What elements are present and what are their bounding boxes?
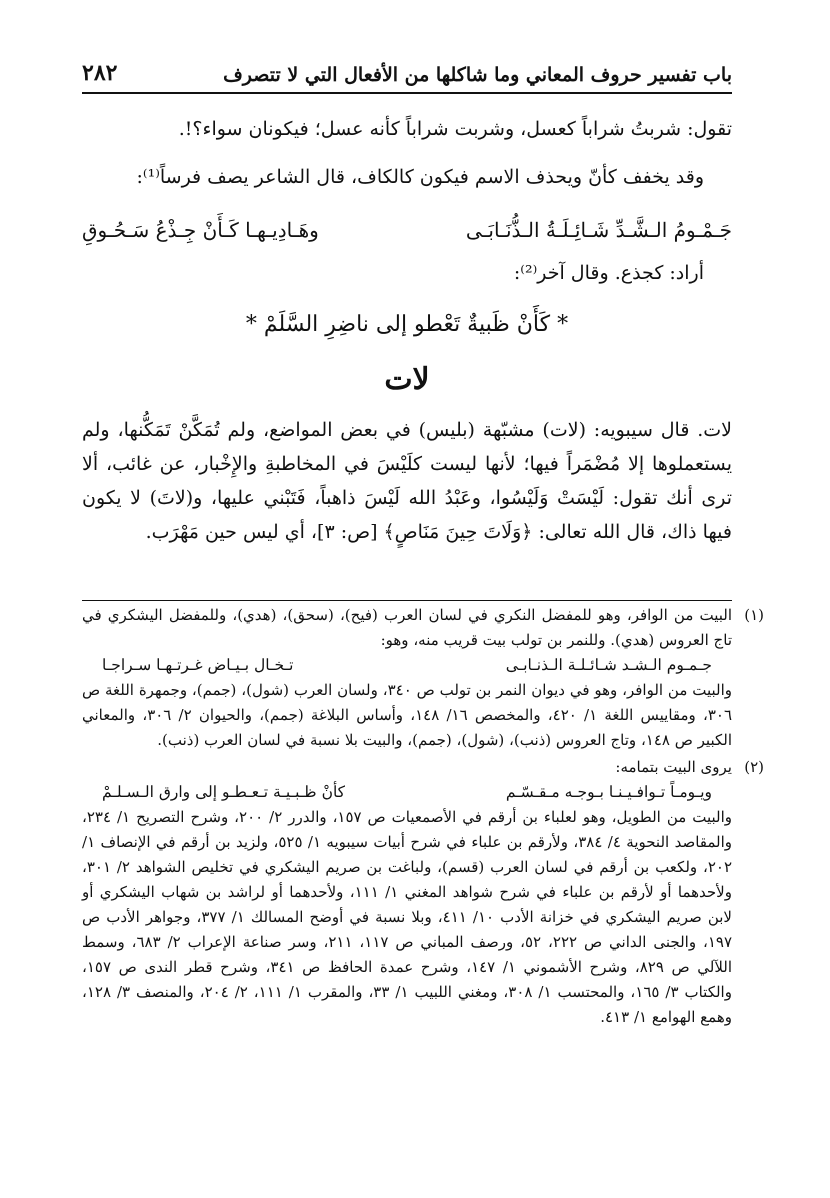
page-number: ٢٨٢ xyxy=(82,60,118,86)
footnote-verse xyxy=(82,653,732,678)
quoted-hemistich: * كَأَنْ ظَبيةٌ تَعْطو إلى ناضِرِ السَّلَمْ * xyxy=(245,312,569,337)
footnote-text: يروى البيت بتمامه: xyxy=(615,758,732,776)
body-line: أراد: كجذع. وقال آخر⁽²⁾: xyxy=(513,262,704,284)
verse-second-hemistich: تـخـال بـيـاض غـرتـهـا سـراجـا xyxy=(102,656,294,674)
poem-verse xyxy=(82,218,732,242)
footnote-number: (١) xyxy=(744,606,764,624)
footnote-text: والبيت من الطويل، وهو لعلباء بن أرقم في الأصمعيات ص ١٥٧، والدرر ٢/ ٢٠٠، وشرح التصريح ١/ ٢٣٤، والمقاصد النحوية ٤/ ٣٨٤، ولأرقم بن علباء في شرح أبيات سيبويه ١/ ٥٢٥، ولزيد بن أرقم في الإنصاف ١/ ٢٠٢، ولكعب بن أرقم في لسان العرب (قسم)، ولباغت بن صريم اليشكري في تخليص الشواهد ٢/ ٣٠١، ولأحدهما أو لأرقم بن علباء في شرح شواهد المغني ١/ ١١١، ولأحدهما أو لراشد بن شهاب اليشكري أو لابن صريم اليشكري في خزانة الأدب ١٠/ ٤١١، وبلا نسبة في أوضح المسالك ١/ ٣٧٧، وجواهر الأدب ص ١٩٧، والجنى الداني ص ٢٢٢، ٥٢، ورصف المباني ص ١١٧، ٢١١، وسر صناعة الإعراب ٢/ ٦٨٣، وسمط اللآلي ص ٨٢٩، وشرح الأشموني ١/ ١٤٧، وشرح عمدة الحافظ ص ٣٤١، وشرح قطر الندى ص ١٥٧، والكتاب ٣/ ١٦٥، والمحتسب ١/ ٣٠٨، ومغني اللبيب ١/ ٣٣، والمقرب ١/ ١١١، ٢/ ٢٠٤، والمنصف ٣/ ١٢٨، وهمع الهوامع ١/ ٤١٣. xyxy=(82,808,733,1026)
verse-second-hemistich: وهَـادِيـهـا كَـأَنْ جِـذْعُ سَـحُـوقِ xyxy=(82,218,319,242)
verse-second-hemistich: كأنْ ظـبـيـة تـعـطـو إلى وارق الـسـلـمْ xyxy=(102,783,346,801)
verse-first-hemistich: جـمـوم الـشـد شـائـلـة الـذنـابـى xyxy=(505,656,712,674)
section-heading: لات xyxy=(384,362,430,397)
running-title: باب تفسير حروف المعاني وما شاكلها من الأفعال التي لا تتصرف xyxy=(223,64,732,86)
footnote-text: والبيت من الوافر، وهو في ديوان النمر بن تولب ص ٣٤٠، ولسان العرب (شول)، (جمم)، وجمهرة اللغة ص ٣٠٦، ومقاييس اللغة ١/ ٤٢٠، والمخصص ١٦/ ١٤٨، وأساس البلاغة (جمم)، والحيوان ٢/ ٣٠٦، والمعاني الكبير ص ١٤٨، وتاج العروس (ذنب)، (شول)، (جمم)، والبيت بلا نسبة في لسان العرب (ذنب). xyxy=(82,681,733,749)
page-header xyxy=(82,52,732,94)
footnote-verse xyxy=(82,780,732,805)
body-paragraph: لات. قال سيبويه: (لات) مشبّهة (بليس) في بعض المواضع، ولم تُمَكَّنْ تَمَكُّنها، ولم يستعملوها إلا مُضْمَراً فيها؛ لأنها ليست كلَيْسَ في المخاطبةِ والإِخْبار، عن غائب، ألا ترى أنك تقول: لَيْسَتْ وَلَيْسُوا، وعَبْدُ الله لَيْسَ ذاهباً، فَتَبْني عليها، و(لاتَ) لا يكون فيها ذاك، قال الله تعالى: ﴿وَلَاتَ حِينَ مَنَاصٍ﴾ [ص: ٣]، أي ليس حين مَهْرَب. xyxy=(82,419,732,543)
footnotes xyxy=(82,603,764,1030)
footnote-2 xyxy=(82,755,764,1030)
body-line: وقد يخفف كأنّ ويحذف الاسم فيكون كالكاف، قال الشاعر يصف فرساً⁽¹⁾: xyxy=(136,166,704,188)
footnote-1 xyxy=(82,603,764,753)
verse-first-hemistich: جَـمْـومُ الـشَّـدِّ شَـائِـلَـةُ الـذُّنَـابَـى xyxy=(465,218,732,242)
footnote-number: (٢) xyxy=(744,758,764,776)
body-line: تقول: شربتُ شراباً كعسل، وشربت شراباً كأنه عسل؛ فيكونان سواء؟!. xyxy=(178,118,732,140)
verse-first-hemistich: ويـومـاً تـوافـيـنـا بـوجـه مـقـسّـم xyxy=(505,783,712,801)
footnote-text: البيت من الوافر، وهو للمفضل النكري في لسان العرب (فيح)، (سحق)، (هدي)، وللمفضل اليشكري في تاج العروس (هدي). وللنمر بن تولب بيت قريب منه، وهو: xyxy=(82,606,732,649)
footnote-separator xyxy=(82,600,732,601)
